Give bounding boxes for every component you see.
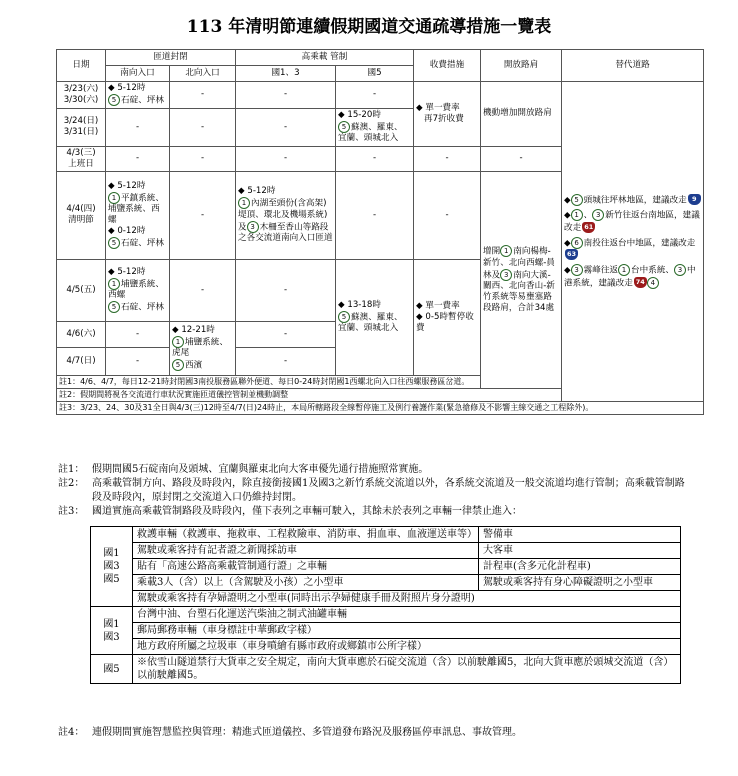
table-note: 註2：假期間將視各交流道行車狀況實施匝道儀控管制並機動調整 (57, 388, 704, 401)
alt-text: 中港系統，建議改走 (564, 265, 696, 288)
shoulder-cell (481, 171, 562, 388)
dash-cell: - (336, 146, 414, 171)
vehicle-cell: 駕駛或乘客持有身心障礙證明之小型車 (479, 575, 681, 591)
alt-cell (562, 82, 704, 402)
shoulder-text: 南向楊梅-新竹、北向西螺-員林及 (483, 246, 555, 280)
measures-table (56, 49, 704, 415)
header-alt: 替代道路 (562, 50, 704, 82)
dash-cell: - (170, 259, 236, 321)
dash-cell: - (106, 146, 170, 171)
header-nat13: 國1、3 (236, 66, 336, 82)
ramp-text: 西濱 (185, 360, 203, 371)
nat3-badge: 3 (571, 264, 583, 276)
hov-cell (236, 171, 336, 259)
dash-cell: - (336, 171, 414, 259)
nat1-badge: 1 (618, 264, 630, 276)
nat1-badge: 1 (108, 192, 120, 204)
date-cell: 4/4(四) 清明節 (57, 171, 106, 259)
shoulder-text: 增開 (483, 246, 501, 257)
header-north: 北向入口 (170, 66, 236, 82)
dash-cell: - (170, 108, 236, 146)
prov-hwy-shield-icon: 74 (635, 278, 645, 286)
shoulder-text: 南向大溪-關西、北向香山-新竹系統等易壅塞路段路肩，合計34處 (483, 270, 555, 313)
dash-cell: - (106, 321, 170, 347)
toll-line: ◆ 單一費率 (416, 300, 460, 311)
nat5-badge: 5 (108, 237, 120, 249)
header-toll: 收費措施 (414, 50, 481, 82)
nat5-cell (336, 108, 414, 146)
header-hov: 高乘載 管制 (236, 50, 414, 66)
page-title: 113 年清明節連續假期國道交通疏導措施一覽表 (186, 17, 552, 37)
alt-text: 頭城往坪林地區，建議改走 (583, 195, 687, 205)
ramp-text: 平鎮系統、埔鹽系統、西螺 (108, 193, 164, 225)
nat5-badge: 5 (172, 359, 184, 371)
group-label: 國5 (91, 655, 133, 684)
note-label: 註2： (58, 478, 85, 489)
dash-cell: - (170, 146, 236, 171)
hov-text: 木柵至香山等路段之各交流道南向入口匝道 (238, 222, 333, 243)
time-label: ◆ 13-18時 (338, 299, 381, 310)
header-date: 日期 (57, 50, 106, 82)
prov-hwy-shield-icon: 9 (688, 194, 701, 205)
nat1-badge: 1 (172, 336, 184, 348)
dash-cell: - (106, 108, 170, 146)
date-cell: 3/23(六) 3/30(六) (57, 82, 106, 109)
note-3 (58, 505, 688, 519)
note-text: 高乘載管制方向、路段及時段內，除直接銜接國1及國3之新竹系統交流道以外，各系統交流道及一般交流道均進行管制；高乘載管制路段及時段內，原封閉之交流道入口仍維持封閉。 (92, 478, 685, 503)
date-cell: 4/6(六) (57, 321, 106, 347)
dash-cell: - (236, 108, 336, 146)
alt-item: ◆ 3 霧峰往返 1 台中系統、 3 中港系統，建議改走 74 4 (564, 265, 696, 288)
time-label: ◆ 5-12時 (108, 180, 146, 191)
vehicle-cell: 救護車輛（救護車、拖救車、工程救險車、消防車、捐血車、血液運送車等） (133, 527, 479, 543)
shoulder-cell: 機動增加開放路肩 (481, 82, 562, 147)
south-cell (106, 259, 170, 321)
time-label: ◆ 0-12時 (108, 226, 146, 236)
toll-line: 再7折收費 (424, 113, 464, 124)
date-cell: 4/5(五) (57, 259, 106, 321)
alt-item: ◆ 5 頭城往坪林地區，建議改走 9 (564, 194, 701, 207)
toll-line: ◆ 0-5時暫停收費 (416, 311, 474, 333)
note-4 (58, 726, 688, 740)
nat5-badge: 5 (338, 121, 350, 133)
nat5-cell (336, 259, 414, 375)
nat5-badge: 5 (108, 301, 120, 313)
nat1-badge: 1 (238, 197, 250, 209)
alt-text: 台中系統、 (631, 265, 675, 276)
header-ramp-closure: 匝道封閉 (106, 50, 236, 66)
note-label: 註1： (58, 464, 85, 475)
vehicle-cell: 貼有「高速公路高乘載管制通行證」之車輛 (133, 559, 479, 575)
time-label: ◆ 15-20時 (338, 109, 381, 120)
dash-cell: - (106, 347, 170, 375)
alt-item: ◆ 1 、 3 新竹往返台南地區，建議改走 61 (564, 210, 700, 233)
nat1-badge: 1 (500, 245, 512, 257)
time-label: ◆ 5-12時 (108, 266, 146, 277)
nat3-badge: 3 (674, 264, 686, 276)
vehicle-cell: 計程車(含多元化計程車) (479, 559, 681, 575)
group-label: 國1 國3 (91, 607, 133, 655)
header-south: 南向入口 (106, 66, 170, 82)
vehicle-cell: 警備車 (479, 527, 681, 543)
alt-text: 南投往返台中地區，建議改走 (583, 238, 696, 248)
dash-cell: - (336, 82, 414, 109)
date-cell: 4/7(日) (57, 347, 106, 375)
alt-text: 霧峰往返 (583, 265, 619, 276)
toll-cell (414, 82, 481, 147)
notes-block (58, 463, 688, 519)
note-label: 註3： (58, 506, 85, 517)
vehicle-cell: 台灣中油、台塑石化運送汽柴油之制式油罐車輛 (133, 607, 681, 623)
nat1-badge: 1 (571, 209, 583, 221)
vehicle-cell: 乘載3人（含）以上（含駕駛及小孩）之小型車 (133, 575, 479, 591)
ramp-text: 石碇、坪林 (121, 238, 164, 249)
dash-cell: - (170, 82, 236, 109)
dash-cell: - (236, 259, 336, 321)
nat6-badge: 6 (571, 237, 583, 249)
vehicle-cell: 駕駛或乘客持有記者證之新聞採訪車 (133, 543, 479, 559)
note-text: 國道實施高乘載管制路段及時段內，僅下表列之車輛可駛入，其餘未於表列之車輛一律禁止進入： (92, 506, 522, 517)
nat4-badge: 4 (647, 277, 659, 289)
vehicle-table (90, 526, 681, 684)
dash-cell: - (170, 171, 236, 259)
ramp-text: 石碇、坪林 (121, 95, 164, 106)
ramp-text: 蘇澳、羅東、宜蘭、頭城北入 (338, 312, 403, 334)
south-cell (106, 171, 170, 259)
time-label: ◆ 12-21時 (172, 324, 215, 335)
table-note: 註3：3/23、24、30及31全日與4/3(三)12時至4/7(日)24時止，本局所轄路段全線暫停施工及例行養護作業(緊急搶修及不影響主線交通之工程除外)。 (57, 401, 704, 414)
vehicle-cell: 郵局郵務車輛（車身標註中華郵政字樣） (133, 623, 681, 639)
note-text: 連假期間實施智慧監控與管理：精進式匝道儀控、多管道發布路況及服務區停車訊息、事故管理。 (92, 727, 522, 738)
time-label: ◆ 5-12時 (108, 83, 146, 93)
dash-cell: - (481, 146, 562, 171)
note-2 (58, 477, 688, 505)
dash-cell: - (236, 82, 336, 109)
dash-cell: - (236, 347, 336, 375)
note-1 (58, 463, 688, 477)
prov-hwy-shield-icon: 61 (584, 222, 594, 231)
vehicle-cell: 地方政府所屬之垃圾車（車身噴繪有縣市政府或鄉鎮市公所字樣） (133, 639, 681, 655)
header-shoulder: 開放路肩 (481, 50, 562, 82)
nat3-badge: 3 (247, 221, 259, 233)
north-cell (170, 321, 236, 375)
alt-text: 新竹往返台南地區，建議改走 (564, 210, 700, 233)
hov-text: 內湖至頭份(含高架)堤頂、環北及機場系統)及 (238, 198, 328, 232)
table-note: 註1：4/6、4/7，每日12-21時封閉國3南投服務區聯外便道、每日0-24時封閉國1西螺北向入口往西螺服務區岔道。 (57, 375, 562, 388)
south-cell (106, 82, 170, 109)
ramp-text: 埔鹽系統、西螺 (108, 279, 164, 300)
dash-cell: - (236, 146, 336, 171)
note-text: 假期間國5石碇南向及頭城、宜蘭與羅東北向大客車優先通行措施照常實施。 (92, 464, 429, 475)
date-cell: 4/3(三) 上班日 (57, 146, 106, 171)
notes-block-2 (58, 726, 688, 740)
prov-hwy-shield-icon: 63 (567, 250, 577, 258)
ramp-text: 蘇澳、羅東、宜蘭、頭城北入 (338, 122, 403, 144)
toll-cell (414, 259, 481, 375)
vehicle-cell: ※依雪山隧道禁行大貨車之安全規定，南向大貨車應於石碇交流道（含）以前駛離國5，北向大貨車應於頭城交流道（含）以前駛離國5。 (133, 655, 681, 684)
dash-cell: - (414, 171, 481, 259)
nat5-badge: 5 (338, 311, 350, 323)
header-nat5: 國5 (336, 66, 414, 82)
toll-line: ◆ 單一費率 (416, 102, 460, 113)
ramp-text: 石碇、坪林 (121, 302, 164, 313)
dash-cell: - (414, 146, 481, 171)
vehicle-cell: 大客車 (479, 543, 681, 559)
ramp-text: 埔鹽系統、虎尾 (172, 337, 228, 358)
nat5-badge: 5 (571, 194, 583, 206)
date-cell: 3/24(日) 3/31(日) (57, 108, 106, 146)
vehicle-cell: 駕駛或乘客持有孕婦證明之小型車(同時出示孕婦健康手冊及附照片身分證明) (133, 591, 681, 607)
nat3-badge: 3 (500, 269, 512, 281)
note-label: 註4： (58, 727, 85, 738)
time-label: ◆ 5-12時 (238, 186, 276, 196)
alt-item: ◆ 6 南投往返台中地區，建議改走63 (564, 238, 696, 258)
nat3-badge: 3 (592, 209, 604, 221)
nat1-badge: 1 (108, 278, 120, 290)
nat5-badge: 5 (108, 94, 120, 106)
dash-cell: - (236, 321, 336, 347)
group-label: 國1 國3 國5 (91, 527, 133, 607)
